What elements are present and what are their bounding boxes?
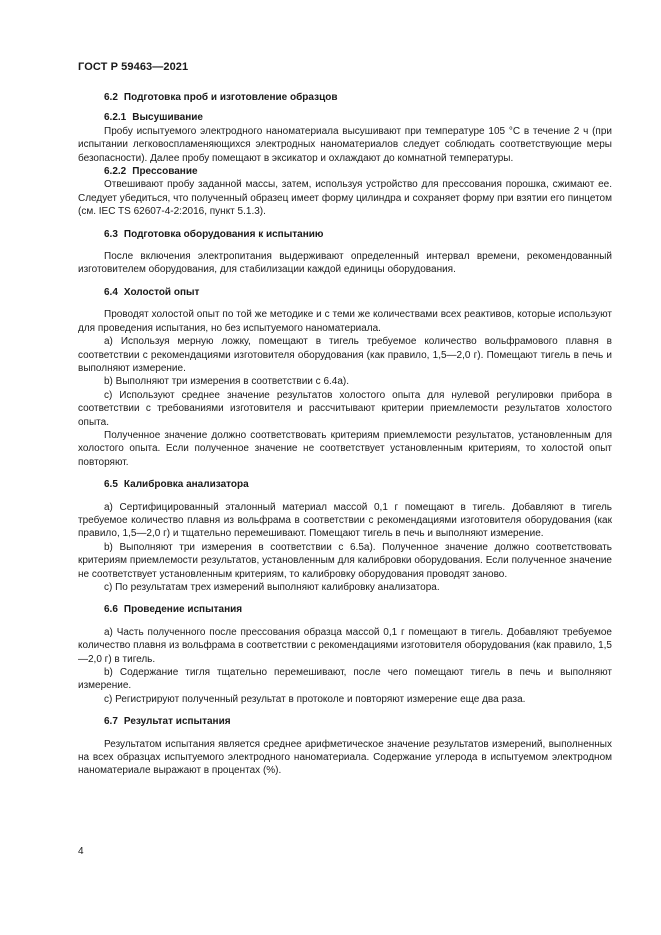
- document-body: [78, 91, 612, 778]
- list-item: а) Часть полученного после прессования образца массой 0,1 г помещают в тигель. Добавляют требуемое количество плавня из вольфрама в соответствии с рекомендациями изготовителя оборудования (как правило, 1,5—2,0 г) в тигель.: [78, 626, 612, 665]
- section-heading-6-4: [78, 286, 612, 299]
- section-number: 6.7: [104, 716, 118, 728]
- list-item: с) Используют среднее значение результатов холостого опыта для нулевой регулировки прибора в соответствии с требованиями изготовителя и рассчитывают критерии приемлемости результатов холостого опыта.: [78, 389, 612, 428]
- list-item: b) Содержание тигля тщательно перемешивают, после чего помещают тигель в печь и выполняют измерение.: [78, 667, 612, 692]
- section-title: Прессование: [132, 166, 198, 178]
- section-number: 6.2.1: [104, 112, 127, 124]
- section-heading-6-3: [78, 228, 612, 241]
- paragraph: Отвешивают пробу заданной массы, затем, используя устройство для прессования порошка, сжимают ее. Следует убедиться, что полученный образец имеет форму цилиндра и сохраняет форму при взятии его пинцетом (см. IEC TS 62607-4-2:2016, пункт 5.1.3).: [78, 179, 612, 218]
- section-title: Калибровка анализатора: [123, 479, 249, 491]
- section-heading-6-2: [78, 91, 612, 104]
- section-number: 6.2.2: [104, 166, 127, 178]
- section-number: 6.5: [104, 479, 118, 491]
- list-item: с) По результатам трех измерений выполняют калибровку анализатора.: [104, 582, 440, 593]
- list-item: а) Сертифицированный эталонный материал массой 0,1 г помещают в тигель. Добавляют в тигель требуемое количество плавня из вольфрама в соответствии с рекомендациями изготовителя оборудования (как правило, 1,5—2,0 г) и тщательно перемешивают. Помещают тигель в печь и выполняют измерение.: [78, 501, 612, 540]
- section-heading-6-7: [78, 715, 612, 728]
- section-heading-6-6: [78, 603, 612, 616]
- section-title: Высушивание: [132, 112, 203, 124]
- section-title: Результат испытания: [123, 716, 231, 728]
- document-header: ГОСТ Р 59463—2021: [78, 61, 189, 73]
- paragraph: Проводят холостой опыт по той же методике и с теми же количествами всех реактивов, которые используют для проведения испытания, но без испытуемого наноматериала.: [78, 309, 612, 334]
- section-title: Подготовка оборудования к испытанию: [123, 228, 324, 240]
- section-number: 6.3: [104, 228, 118, 240]
- page-number: 4: [78, 846, 84, 857]
- list-item: b) Выполняют три измерения в соответствии с 6.5а). Полученное значение должно соответствовать критериям приемлемости результатов, установленным для калибровки оборудования. Если полученное значение не соответствует установленным критериям, то калибровку оборудования проводят заново.: [78, 541, 612, 580]
- section-title: Холостой опыт: [123, 286, 200, 298]
- section-title: Проведение испытания: [123, 604, 243, 616]
- section-number: 6.6: [104, 604, 118, 616]
- list-item: а) Используя мерную ложку, помещают в тигель требуемое количество вольфрамового плавня в соответствии с рекомендациями изготовителя оборудования (как правило, 1,5—2,0 г). Помещают тигель в печь и выполняют измерение.: [78, 336, 612, 374]
- paragraph: Пробу испытуемого электродного наноматериала высушивают при температуре 105 °С в течение 2 ч (при испытании легковоспламеняющихся электродных наноматериалов следует соблюдать соответствующие меры безопасности). Далее пробу помещают в эксикатор и охлаждают до комнатной температуры.: [78, 125, 612, 164]
- paragraph: Полученное значение должно соответствовать критериям приемлемости результатов, установленным для холостого опыта. Если полученное значение не соответствует установленным критериям, то холостой опыт повторяют.: [78, 429, 612, 468]
- paragraph: После включения электропитания выдерживают определенный интервал времени, рекомендованный изготовителем оборудования, для стабилизации каждой единицы оборудования.: [78, 251, 612, 276]
- section-heading-6-2-1: [78, 111, 612, 124]
- list-item: с) Регистрируют полученный результат в протоколе и повторяют измерение еще два раза.: [104, 693, 526, 705]
- section-number: 6.2: [104, 92, 118, 103]
- section-title: Подготовка проб и изготовление образцов: [123, 92, 338, 103]
- section-number: 6.4: [104, 286, 118, 298]
- section-heading-6-2-2: [78, 165, 612, 178]
- paragraph: Результатом испытания является среднее арифметическое значение результатов измерений, выполненных на всех образцах испытуемого электродного наноматериала. Содержание углерода в испытуемом электродном наноматериале выражают в процентах (%).: [78, 738, 612, 777]
- section-heading-6-5: [78, 478, 612, 491]
- list-item: b) Выполняют три измерения в соответствии с 6.4а).: [104, 376, 350, 388]
